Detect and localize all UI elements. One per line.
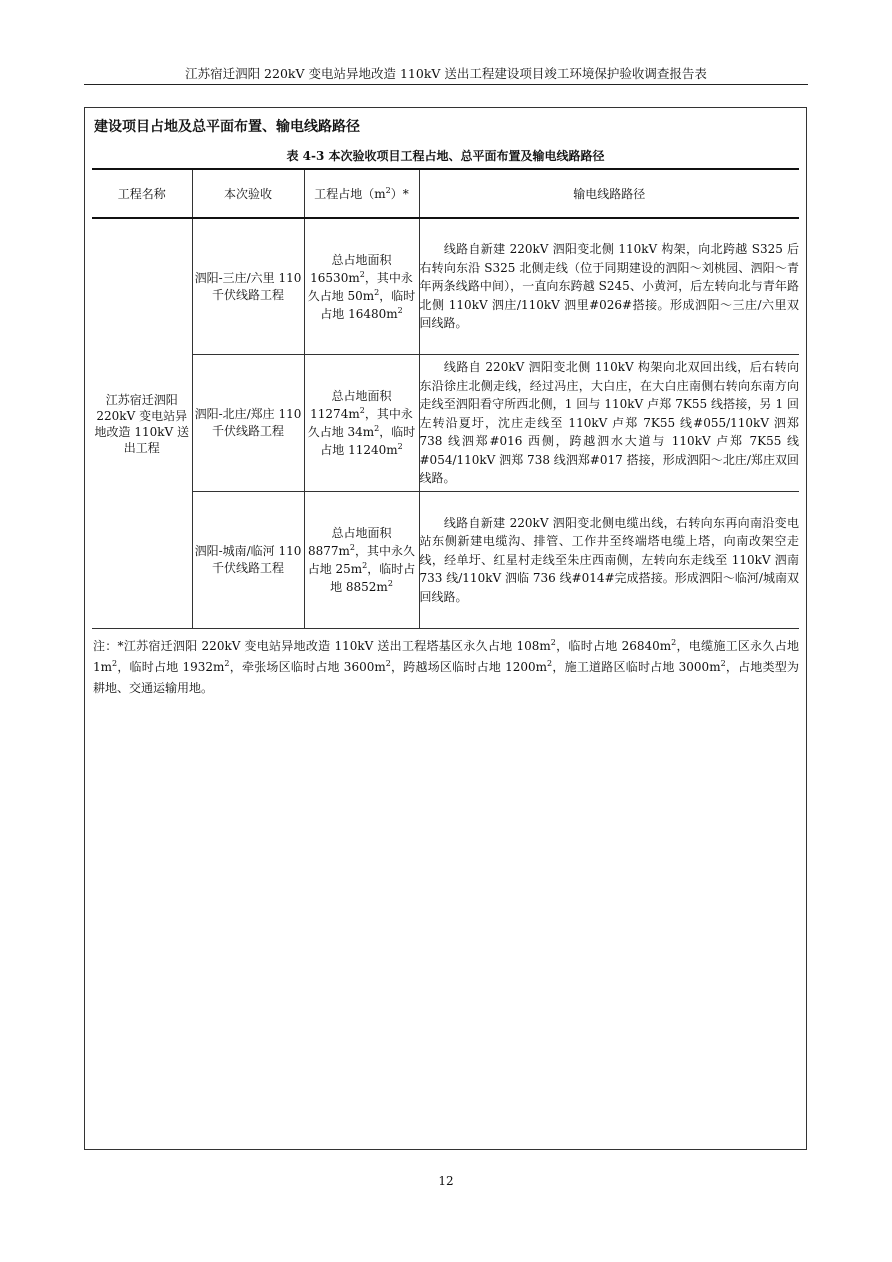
area-text: ，其中永久占地 34m <box>307 407 413 439</box>
area-cell <box>304 492 419 629</box>
superscript: 2 <box>671 638 677 647</box>
table-note <box>93 636 799 699</box>
superscript: 2 <box>359 406 365 415</box>
project-name-cell: 江苏宿迁泗阳 220kV 变电站异地改造 110kV 送出工程 <box>92 218 192 629</box>
superscript: 2 <box>224 659 230 668</box>
note-text: ，临时占地 26840m <box>555 639 672 653</box>
superscript: 2 <box>397 305 403 315</box>
superscript: 2 <box>397 442 403 451</box>
superscript: 2 <box>349 543 355 552</box>
note-text: ，占地类型为耕地、交通运输用地。 <box>93 660 800 695</box>
table-row <box>92 492 799 629</box>
col-header-acceptance: 本次验收 <box>192 169 304 218</box>
superscript: 2 <box>359 269 365 279</box>
area-text: ，临时占地 11240m <box>320 425 416 457</box>
superscript: 2 <box>362 561 368 570</box>
route-cell <box>419 218 799 355</box>
note-text: ，牵张场区临时占地 3600m <box>229 660 386 674</box>
superscript: 2 <box>387 579 393 588</box>
superscript: 2 <box>385 186 391 195</box>
superscript: 2 <box>550 638 556 647</box>
area-text: ，临时占地 8852m <box>330 562 416 594</box>
route-cell <box>419 355 799 492</box>
area-text: 总占地面积 16530m <box>310 252 392 285</box>
col-header-project: 工程名称 <box>92 169 192 218</box>
section-title: 建设项目占地及总平面布置、输电线路路径 <box>94 119 360 135</box>
route-text: 线路自新建 220kV 泗阳变北侧电缆出线，右转向东再向南沿变电站东侧新建电缆沟、排管、工作井至终端塔电缆上塔，向南改架空走线，经单圩、红星村走线至朱庄西南侧，左转向东走线至 110kV 泗南 733 线/110kV 泗临 736 线#014#完成搭接。形成泗阳～临河/城南双回线路。 <box>419 515 799 604</box>
note-text: ，电缆施工区永久占地 1m <box>93 639 799 674</box>
acceptance-cell: 泗阳-城南/临河 110 千伏线路工程 <box>192 492 304 629</box>
col-header-area <box>304 169 419 218</box>
page-number: 12 <box>438 1174 454 1188</box>
col-header-route: 输电线路路径 <box>419 169 799 218</box>
content-frame <box>84 107 807 1150</box>
superscript: 2 <box>374 424 380 433</box>
note-text: ，跨越场区临时占地 1200m <box>390 660 548 674</box>
area-cell <box>304 355 419 492</box>
route-cell <box>419 492 799 629</box>
superscript: 2 <box>112 659 118 668</box>
note-text: ，临时占地 1932m <box>117 660 225 674</box>
area-text: ，其中永久占地 50m <box>307 270 413 303</box>
area-text: ，临时占地 16480m <box>320 288 416 321</box>
table-row <box>92 218 799 355</box>
table-header-row <box>92 169 799 218</box>
table-caption: 表 4-3 本次验收项目工程占地、总平面布置及输电线路路径 <box>286 149 605 163</box>
note-text: 注：*江苏宿迁泗阳 220kV 变电站异地改造 110kV 送出工程塔基区永久占地 108m <box>93 639 551 653</box>
land-use-table <box>92 168 799 629</box>
superscript: 2 <box>385 659 391 668</box>
col-header-area-post: ）* <box>390 187 409 201</box>
superscript: 2 <box>720 659 726 668</box>
acceptance-cell: 泗阳-北庄/郑庄 110 千伏线路工程 <box>192 355 304 492</box>
page-header: 江苏宿迁泗阳 220kV 变电站异地改造 110kV 送出工程建设项目竣工环境保护验收调查报告表 <box>185 66 707 81</box>
area-text: 总占地面积 11274m <box>310 389 392 421</box>
header-rule <box>84 84 808 85</box>
area-text: ，其中永久占地 25m <box>307 544 416 576</box>
area-cell <box>304 218 419 355</box>
area-text: 总占地面积 8877m <box>307 526 392 558</box>
route-text: 线路自新建 220kV 泗阳变北侧 110kV 构架，向北跨越 S325 后右转向东沿 S325 北侧走线（位于同期建设的泗阳～刘桃园、泗阳～青年两条线路中间），一直向东跨越 S245、小黄河，后左转向北与青年路北侧 110kV 泗庄/110kV 泗里#026#搭接。形成泗阳～三庄/六里双回线路。 <box>419 242 799 331</box>
note-text: ，施工道路区临时占地 3000m <box>552 660 721 674</box>
route-text: 线路自 220kV 泗阳变北侧 110kV 构架向北双回出线，后右转向东沿徐庄北侧走线，经过冯庄，大白庄，在大白庄南侧右转向东南方向走线至泗阳看守所西北侧，1 回与 110kV 卢郑 7K55 线搭接，另 1 回左转沿夏圩，沈庄走线至 110kV 卢郑 7K55 线#055/110kV 泗郑 738 线泗郑#016 西侧，跨越泗水大道与 110kV 卢郑 7K55 线#054/110kV 泗郑 738 线泗郑#017 搭接，形成泗阳～北庄/郑庄双回线路。 <box>419 360 799 486</box>
acceptance-cell: 泗阳-三庄/六里 110 千伏线路工程 <box>192 218 304 355</box>
col-header-area-pre: 工程占地（m <box>314 187 386 201</box>
superscript: 2 <box>547 659 553 668</box>
table-row <box>92 355 799 492</box>
superscript: 2 <box>374 287 380 297</box>
